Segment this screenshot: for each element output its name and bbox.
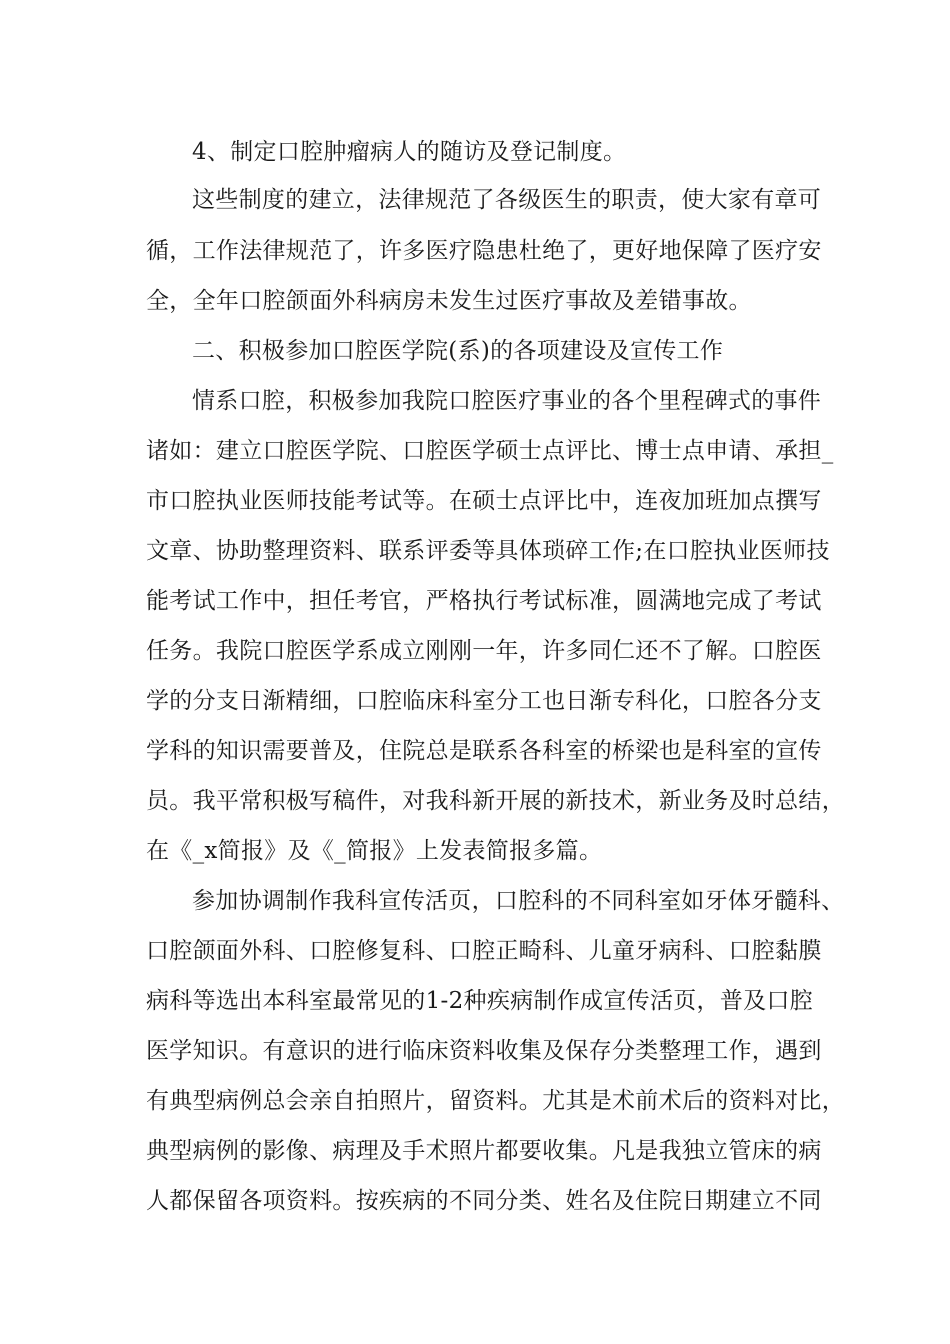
paragraph-line: 学的分支日渐精细，口腔临床科室分工也日渐专科化，口腔各分支	[146, 688, 822, 714]
paragraph-line: 诸如：建立口腔医学院、口腔医学硕士点评比、博士点申请、承担_	[146, 438, 834, 464]
paragraph-line: 4、制定口腔肿瘤病人的随访及登记制度。	[192, 139, 627, 165]
paragraph-line: 病科等选出本科室最常见的1-2种疾病制作成宣传活页，普及口腔	[146, 988, 814, 1014]
paragraph-line: 学科的知识需要普及，住院总是联系各科室的桥梁也是科室的宣传	[146, 738, 822, 764]
paragraph-line: 市口腔执业医师技能考试等。在硕士点评比中，连夜加班加点撰写	[146, 488, 822, 514]
paragraph-line: 员。我平常积极写稿件，对我科新开展的新技术，新业务及时总结，	[146, 788, 845, 814]
paragraph-line: 文章、协助整理资料、联系评委等具体琐碎工作;在口腔执业医师技	[146, 538, 830, 564]
paragraph-line: 参加协调制作我科宣传活页，口腔科的不同科室如牙体牙髓科、	[192, 888, 845, 914]
paragraph-line: 全，全年口腔颌面外科病房未发生过医疗事故及差错事故。	[146, 288, 752, 314]
paragraph-line: 有典型病例总会亲自拍照片，留资料。尤其是术前术后的资料对比，	[146, 1088, 845, 1114]
paragraph-line: 人都保留各项资料。按疾病的不同分类、姓名及住院日期建立不同	[146, 1188, 822, 1214]
paragraph-line: 在《_x简报》及《_简报》上发表简报多篇。	[146, 838, 603, 864]
paragraph-line: 口腔颌面外科、口腔修复科、口腔正畸科、儿童牙病科、口腔黏膜	[146, 938, 822, 964]
paragraph-line: 能考试工作中，担任考官，严格执行考试标准，圆满地完成了考试	[146, 588, 822, 614]
paragraph-line: 这些制度的建立，法律规范了各级医生的职责，使大家有章可	[192, 187, 822, 213]
paragraph-line: 循，工作法律规范了，许多医疗隐患杜绝了，更好地保障了医疗安	[146, 238, 822, 264]
paragraph-line: 典型病例的影像、病理及手术照片都要收集。凡是我独立管床的病	[146, 1138, 822, 1164]
paragraph-line: 任务。我院口腔医学系成立刚刚一年，许多同仁还不了解。口腔医	[146, 638, 822, 664]
section-heading: 二、积极参加口腔医学院(系)的各项建设及宣传工作	[192, 338, 724, 364]
paragraph-line: 情系口腔，积极参加我院口腔医疗事业的各个里程碑式的事件	[192, 388, 822, 414]
paragraph-line: 医学知识。有意识的进行临床资料收集及保存分类整理工作，遇到	[146, 1038, 822, 1064]
